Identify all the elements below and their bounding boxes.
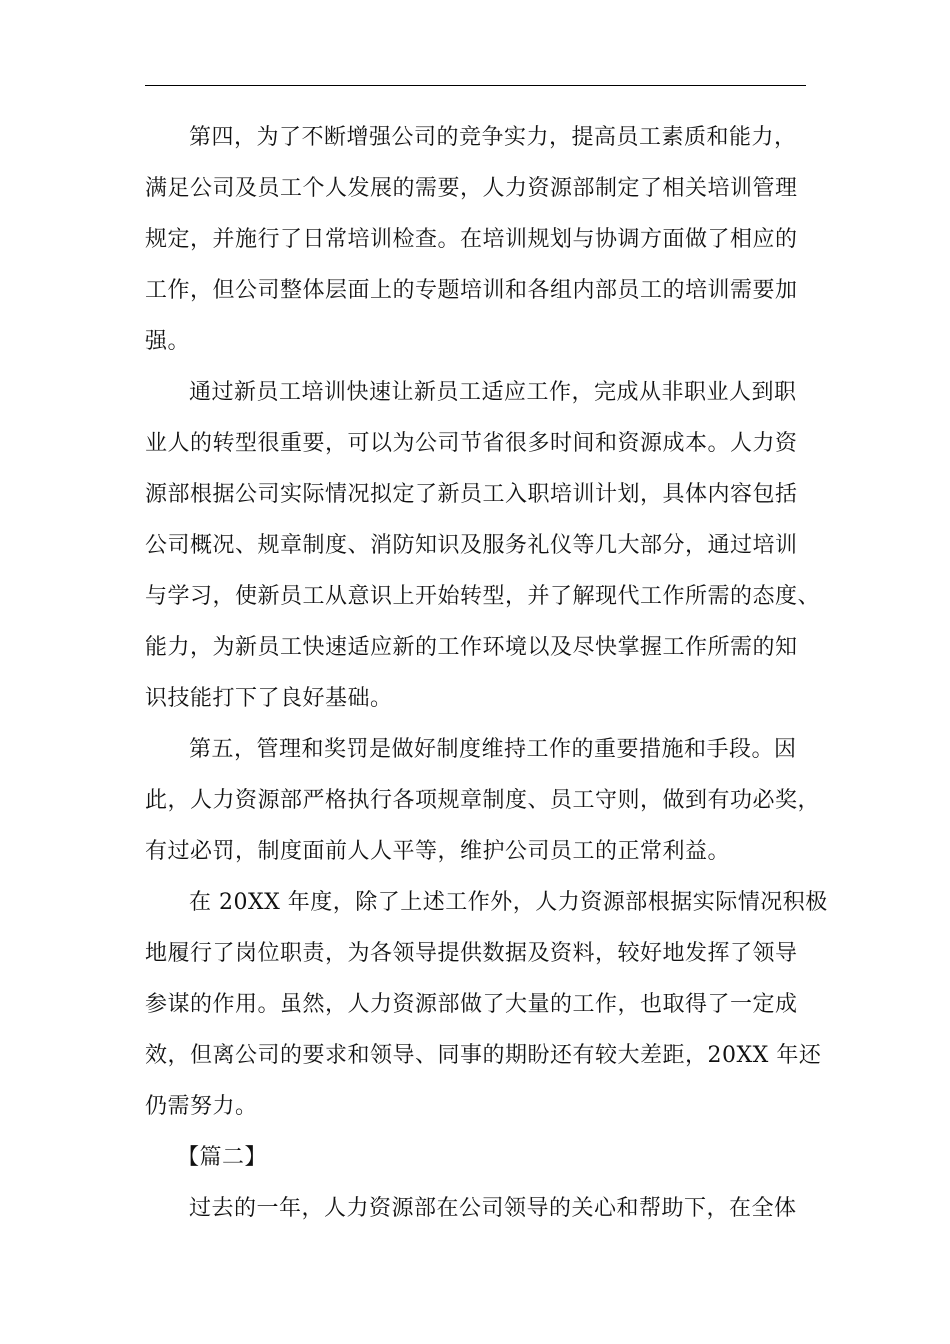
text-line: 源部根据公司实际情况拟定了新员工入职培训计划，具体内容包括 — [145, 482, 798, 507]
header-rule — [145, 85, 806, 86]
text-line: 效，但离公司的要求和领导、同事的期盼还有较大差距，20XX 年还 — [145, 1043, 822, 1068]
paragraph-annual-summary — [145, 877, 828, 1132]
text-line: 识技能打下了良好基础。 — [145, 686, 393, 711]
text-line: 此，人力资源部严格执行各项规章制度、员工守则，做到有功必奖， — [145, 788, 821, 813]
text-line: 在 20XX 年度，除了上述工作外，人力资源部根据实际情况积极 — [189, 890, 828, 915]
text-line: 强。 — [145, 329, 191, 354]
text-line: 第五，管理和奖罚是做好制度维持工作的重要措施和手段。因 — [189, 737, 797, 762]
text-line: 第四，为了不断增强公司的竞争实力，提高员工素质和能力， — [189, 125, 797, 150]
text-line: 过去的一年，人力资源部在公司领导的关心和帮助下，在全体 — [189, 1196, 797, 1221]
text-line: 规定，并施行了日常培训检查。在培训规划与协调方面做了相应的 — [145, 227, 798, 252]
text-line: 工作，但公司整体层面上的专题培训和各组内部员工的培训需要加 — [145, 278, 798, 303]
text-line: 能力，为新员工快速适应新的工作环境以及尽快掌握工作所需的知 — [145, 635, 798, 660]
text-line: 满足公司及员工个人发展的需要，人力资源部制定了相关培训管理 — [145, 176, 798, 201]
text-line: 地履行了岗位职责，为各领导提供数据及资料，较好地发挥了领导 — [145, 941, 798, 966]
paragraph-part-two-intro — [145, 1183, 806, 1234]
document-body — [145, 112, 828, 1234]
text-line: 公司概况、规章制度、消防知识及服务礼仪等几大部分，通过培训 — [145, 533, 798, 558]
paragraph-new-employee-training — [145, 367, 821, 724]
section-heading: 【篇二】 — [177, 1145, 268, 1170]
paragraph-rewards-penalties — [145, 724, 821, 877]
text-line: 业人的转型很重要，可以为公司节省很多时间和资源成本。人力资 — [145, 431, 798, 456]
paragraph-training-management — [145, 112, 806, 367]
text-line: 仍需努力。 — [145, 1094, 258, 1119]
text-line: 参谋的作用。虽然，人力资源部做了大量的工作，也取得了一定成 — [145, 992, 798, 1017]
text-line: 有过必罚，制度面前人人平等，维护公司员工的正常利益。 — [145, 839, 731, 864]
text-line: 与学习，使新员工从意识上开始转型，并了解现代工作所需的态度、 — [145, 584, 821, 609]
text-line: 通过新员工培训快速让新员工适应工作，完成从非职业人到职 — [189, 380, 797, 405]
